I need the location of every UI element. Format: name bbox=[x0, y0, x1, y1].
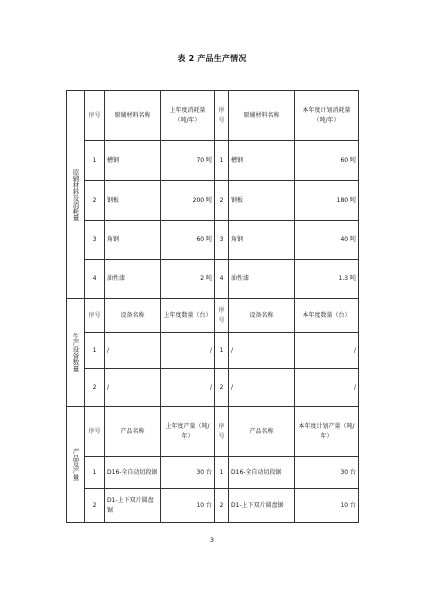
table-title: 表 2 产品生产情况 bbox=[177, 54, 247, 63]
material-qty: 1.3 吨 bbox=[295, 260, 359, 299]
equipment-name: / bbox=[105, 369, 161, 407]
header-cell: 产品名称 bbox=[229, 407, 295, 457]
table-row bbox=[67, 260, 359, 299]
row-number: 2 bbox=[215, 369, 229, 407]
page-number: 3 bbox=[209, 536, 215, 544]
header-cell: 本年度计划产量（吨/年） bbox=[295, 407, 359, 457]
product-name: D1-上下双片圆盘锯 bbox=[229, 489, 295, 523]
product-qty: 30 台 bbox=[295, 457, 359, 489]
header-cell: 序号 bbox=[85, 407, 105, 457]
material-qty: 40 吨 bbox=[295, 221, 359, 260]
header-cell: 序号 bbox=[85, 299, 105, 333]
material-name: 钢板 bbox=[105, 181, 161, 221]
product-qty: 10 台 bbox=[161, 489, 215, 523]
row-number: 1 bbox=[85, 333, 105, 369]
row-number: 4 bbox=[215, 260, 229, 299]
material-name: 油性漆 bbox=[105, 260, 161, 299]
production-table bbox=[66, 90, 359, 523]
equipment-qty: / bbox=[161, 333, 215, 369]
row-number: 4 bbox=[85, 260, 105, 299]
row-number: 3 bbox=[215, 221, 229, 260]
header-cell: 原辅材料名称 bbox=[229, 91, 295, 141]
header-cell: 上年度消耗量（吨/年） bbox=[161, 91, 215, 141]
material-name: 槽钢 bbox=[105, 141, 161, 181]
header-cell: 上年度产量（吨/年） bbox=[161, 407, 215, 457]
equipment-section-label: 生产设备数量 bbox=[67, 299, 85, 407]
row-number: 2 bbox=[85, 369, 105, 407]
material-qty: 2 吨 bbox=[161, 260, 215, 299]
header-cell: 设备名称 bbox=[105, 299, 161, 333]
equipment-name: / bbox=[105, 333, 161, 369]
row-number: 1 bbox=[215, 457, 229, 489]
header-cell: 序号 bbox=[85, 91, 105, 141]
material-qty: 60 吨 bbox=[161, 221, 215, 260]
row-number: 3 bbox=[85, 221, 105, 260]
product-name: D16-全自动切段锯 bbox=[105, 457, 161, 489]
material-name: 角钢 bbox=[105, 221, 161, 260]
table-row bbox=[67, 369, 359, 407]
equipment-qty: / bbox=[295, 369, 359, 407]
row-number: 1 bbox=[85, 141, 105, 181]
product-name: D1-上下双片圆盘锯 bbox=[105, 489, 161, 523]
material-qty: 180 吨 bbox=[295, 181, 359, 221]
header-cell: 上年度数量（台） bbox=[161, 299, 215, 333]
products-header-row bbox=[67, 407, 359, 457]
equipment-name: / bbox=[229, 333, 295, 369]
equipment-qty: / bbox=[161, 369, 215, 407]
header-cell: 本年度计划消耗量（吨/年） bbox=[295, 91, 359, 141]
material-name: 角钢 bbox=[229, 221, 295, 260]
row-number: 1 bbox=[215, 333, 229, 369]
header-cell: 本年度数量（台） bbox=[295, 299, 359, 333]
equipment-qty: / bbox=[295, 333, 359, 369]
row-number: 2 bbox=[215, 489, 229, 523]
header-cell: 序号 bbox=[215, 407, 229, 457]
header-cell: 序号 bbox=[215, 91, 229, 141]
header-cell: 产品名称 bbox=[105, 407, 161, 457]
equipment-name: / bbox=[229, 369, 295, 407]
equipment-header-row bbox=[67, 299, 359, 333]
material-name: 钢板 bbox=[229, 181, 295, 221]
material-qty: 60 吨 bbox=[295, 141, 359, 181]
product-qty: 10 台 bbox=[295, 489, 359, 523]
materials-header-row bbox=[67, 91, 359, 141]
row-number: 1 bbox=[85, 457, 105, 489]
header-cell: 原辅材料名称 bbox=[105, 91, 161, 141]
row-number: 2 bbox=[85, 181, 105, 221]
row-number: 2 bbox=[85, 489, 105, 523]
table-row bbox=[67, 141, 359, 181]
product-name: D16-全自动切段锯 bbox=[229, 457, 295, 489]
table-row bbox=[67, 457, 359, 489]
table-row bbox=[67, 221, 359, 260]
header-cell: 序号 bbox=[215, 299, 229, 333]
table-row bbox=[67, 489, 359, 523]
table-row bbox=[67, 181, 359, 221]
row-number: 1 bbox=[215, 141, 229, 181]
products-section-label: 产品及产量 bbox=[67, 407, 85, 523]
materials-section-label: 原辅材料及消耗量 bbox=[67, 91, 85, 299]
header-cell: 设备名称 bbox=[229, 299, 295, 333]
product-qty: 30 台 bbox=[161, 457, 215, 489]
material-name: 槽钢 bbox=[229, 141, 295, 181]
material-qty: 200 吨 bbox=[161, 181, 215, 221]
material-qty: 70 吨 bbox=[161, 141, 215, 181]
row-number: 2 bbox=[215, 181, 229, 221]
table-row bbox=[67, 333, 359, 369]
material-name: 油性漆 bbox=[229, 260, 295, 299]
